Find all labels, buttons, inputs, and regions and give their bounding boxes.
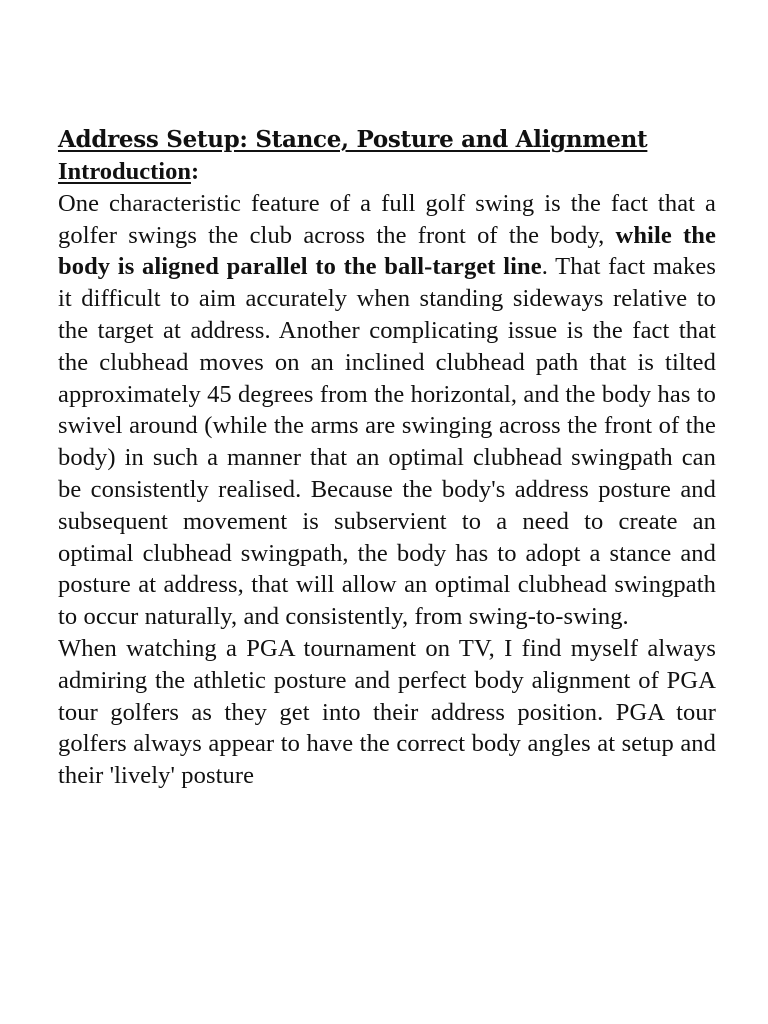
paragraph-1-bold-text: while the body is aligned parallel to the ball-target line (58, 221, 716, 281)
paragraph-2: When watching a PGA tournament on TV, I find myself always admiring the athletic posture and perfect body alignment of PGA tour golfers as they get into their address position. PGA tour golfers always appear to have the correct body angles at setup and their 'lively' posture (58, 634, 716, 790)
intro-heading-text: Introduction (58, 158, 191, 185)
document-title: Address Setup: Stance, Posture and Alignment (58, 126, 648, 153)
paragraph-1 (58, 188, 716, 633)
intro-heading-colon: : (190, 158, 200, 185)
document-body (58, 124, 716, 792)
paragraph-1-text-a: One characteristic feature of a full golf swing is the fact that a golfer swings the club across the front of the body, (58, 189, 716, 249)
intro-heading (58, 156, 716, 188)
paragraph-1-text-b: . That fact makes it difficult to aim accurately when standing sideways relative to the target at address. Another complicating issue is the fact that the clubhead moves on an inclined clubhead path that is tilted approximately 45 degrees from the horizontal, and the body has to swivel around (while the arms are swinging across the front of the body) in such a manner that an optimal clubhead swingpath can be consistently realised. Because the body's address posture and subsequent movement is subservient to a need to create an optimal clubhead swingpath, the body has to adopt a stance and posture at address, that will allow an optimal clubhead swingpath to occur naturally, and consistently, from swing-to-swing. (58, 253, 716, 631)
